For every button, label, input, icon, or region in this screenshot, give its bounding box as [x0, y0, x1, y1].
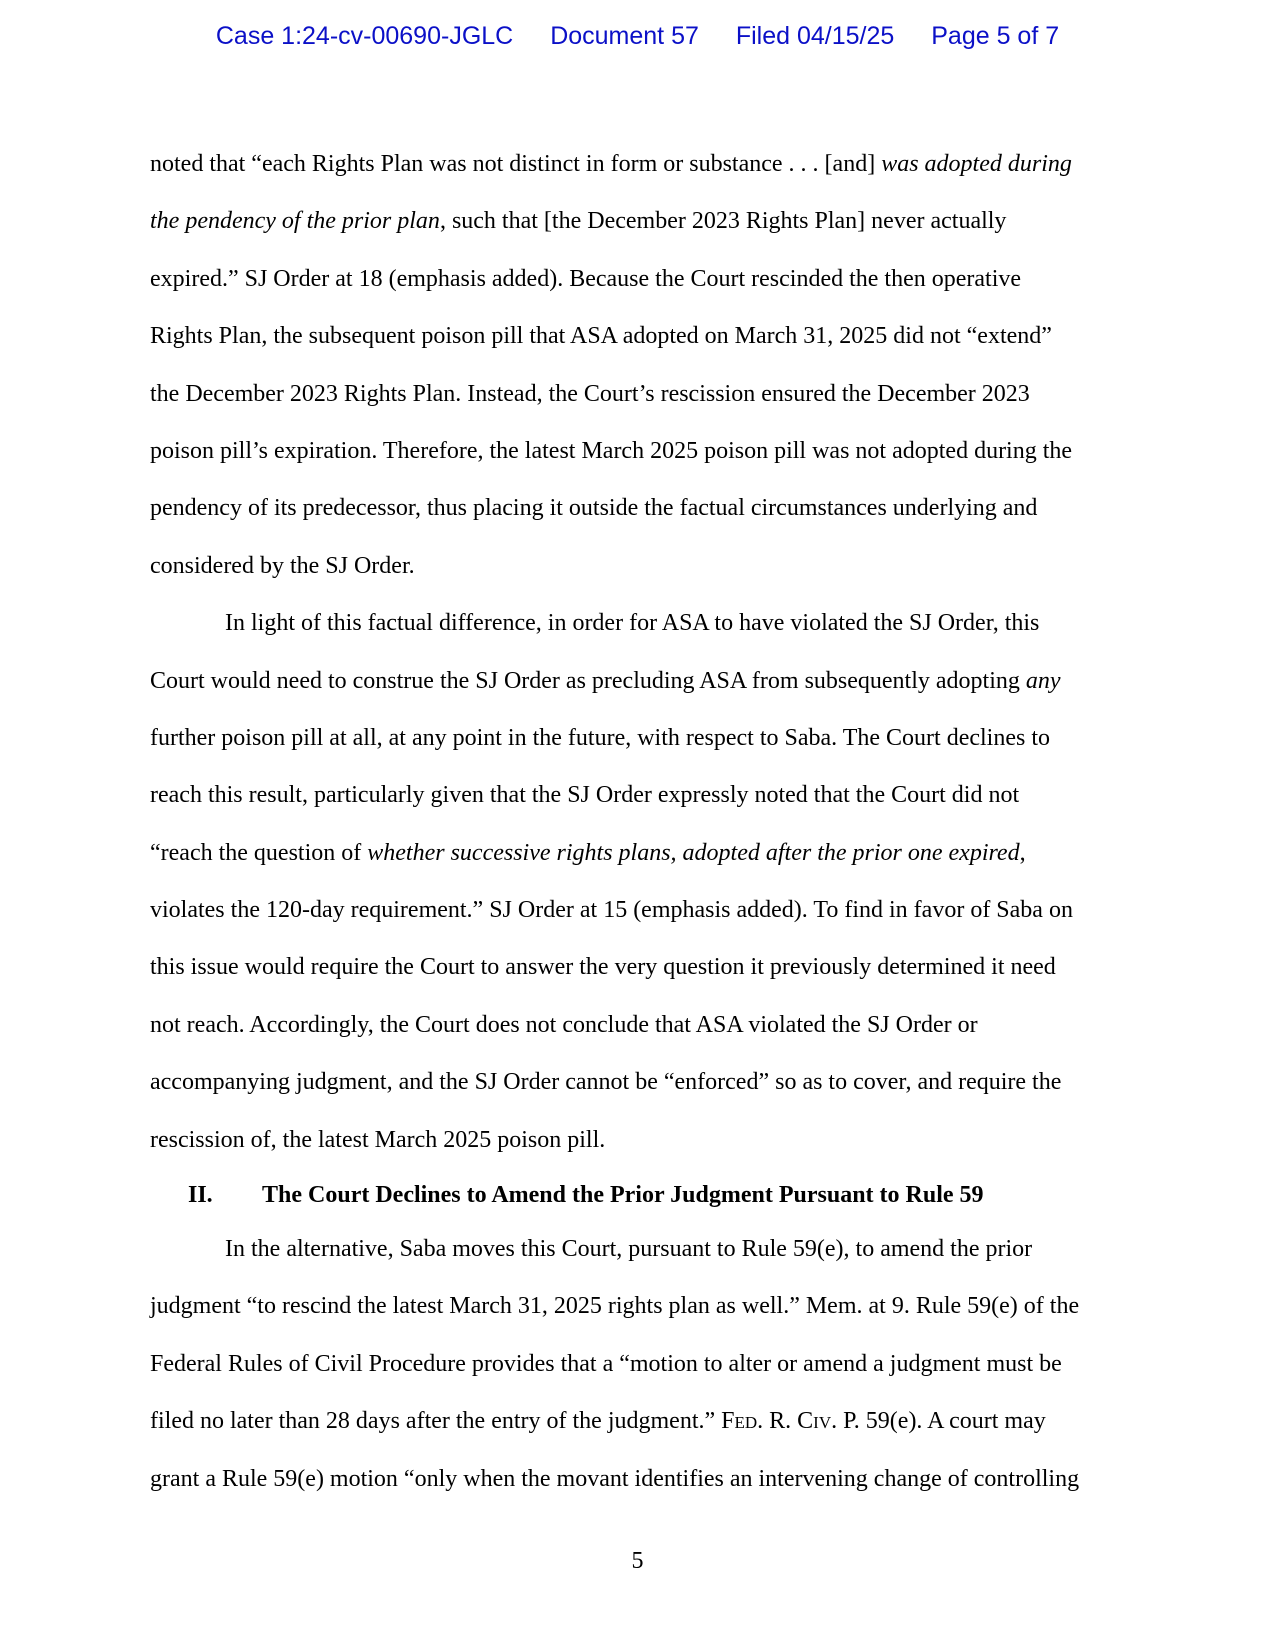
text-line: poison pill’s expiration. Therefore, the latest March 2025 poison pill was not adopted during the: [150, 437, 1073, 464]
text-span: Court would need to construe the SJ Order as precluding ASA from subsequently adopting: [150, 667, 1026, 694]
text-line: the December 2023 Rights Plan. Instead, the Court’s rescission ensured the December 2023: [150, 380, 1030, 407]
text-line: reach this result, particularly given that the SJ Order expressly noted that the Court did not: [150, 782, 1020, 809]
text-line: Rights Plan, the subsequent poison pill that ASA adopted on March 31, 2025 did not “extend”: [150, 323, 1052, 350]
case-number: Case 1:24-cv-00690-JGLC: [215, 22, 514, 50]
text-line: not reach. Accordingly, the Court does not conclude that ASA violated the SJ Order or: [150, 1011, 978, 1038]
text-line: judgment “to rescind the latest March 31, 2025 rights plan as well.” Mem. at 9. Rule 59(e) of the: [150, 1293, 1080, 1320]
section-heading: [150, 1169, 1150, 1221]
filed-date: Filed 04/15/25: [735, 22, 895, 50]
document-number: Document 57: [550, 22, 699, 50]
text-span: “reach the question of: [150, 839, 368, 866]
emphasis-text: the pendency of the prior plan: [150, 208, 440, 235]
text-line: [150, 136, 1150, 193]
text-line: In light of this factual difference, in order for ASA to have violated the SJ Order, this: [225, 610, 1040, 637]
text-line: Federal Rules of Civil Procedure provides that a “motion to alter or amend a judgment must be: [150, 1350, 1062, 1377]
document-body: [150, 136, 1150, 1508]
text-line: this issue would require the Court to answer the very question it previously determined it need: [150, 954, 1056, 981]
text-span: , such that [the December 2023 Rights Plan] never actually: [439, 208, 1007, 235]
text-span: 59(e). A court may: [859, 1408, 1046, 1435]
section-number: II.: [188, 1182, 213, 1209]
emphasis-text: was adopted during: [881, 151, 1072, 177]
paragraph-3: [150, 1221, 1150, 1508]
text-span: filed no later than 28 days after the entry of the judgment.”: [150, 1408, 722, 1435]
text-span: ,: [1019, 839, 1026, 866]
emphasis-text: any: [1025, 667, 1061, 694]
text-line: expired.” SJ Order at 18 (emphasis added). Because the Court rescinded the then operative: [150, 265, 1022, 292]
paragraph-1: [150, 136, 1150, 595]
text-line: further poison pill at all, at any point in the future, with respect to Saba. The Court declines to: [150, 724, 1051, 751]
text-line: [150, 1393, 1150, 1450]
text-line: [150, 825, 1150, 882]
page-number: 5: [631, 1548, 644, 1574]
text-line: violates the 120-day requirement.” SJ Order at 15 (emphasis added). To find in favor of Saba on: [150, 897, 1073, 924]
page-count: Page 5 of 7: [931, 22, 1060, 50]
text-line: accompanying judgment, and the SJ Order cannot be “enforced” so as to cover, and require the: [150, 1069, 1062, 1096]
paragraph-2: [150, 595, 1150, 1169]
text-line: [150, 653, 1150, 710]
text-line: [150, 193, 1150, 250]
citation-text: Fed. R. Civ. P.: [721, 1408, 860, 1435]
ecf-header: [0, 22, 1275, 51]
text-line: In the alternative, Saba moves this Court, pursuant to Rule 59(e), to amend the prior: [225, 1236, 1033, 1263]
text-line: pendency of its predecessor, thus placing it outside the factual circumstances underlying and: [150, 495, 1038, 522]
text-span: noted that “each Rights Plan was not distinct in form or substance . . . [and]: [150, 151, 882, 177]
emphasis-text: whether successive rights plans, adopted after the prior one expired: [367, 839, 1020, 866]
text-line: rescission of, the latest March 2025 poison pill.: [150, 1126, 606, 1153]
text-line: grant a Rule 59(e) motion “only when the movant identifies an intervening change of controlling: [150, 1465, 1080, 1492]
text-line: considered by the SJ Order.: [150, 552, 415, 579]
section-title: The Court Declines to Amend the Prior Judgment Pursuant to Rule 59: [262, 1182, 984, 1209]
